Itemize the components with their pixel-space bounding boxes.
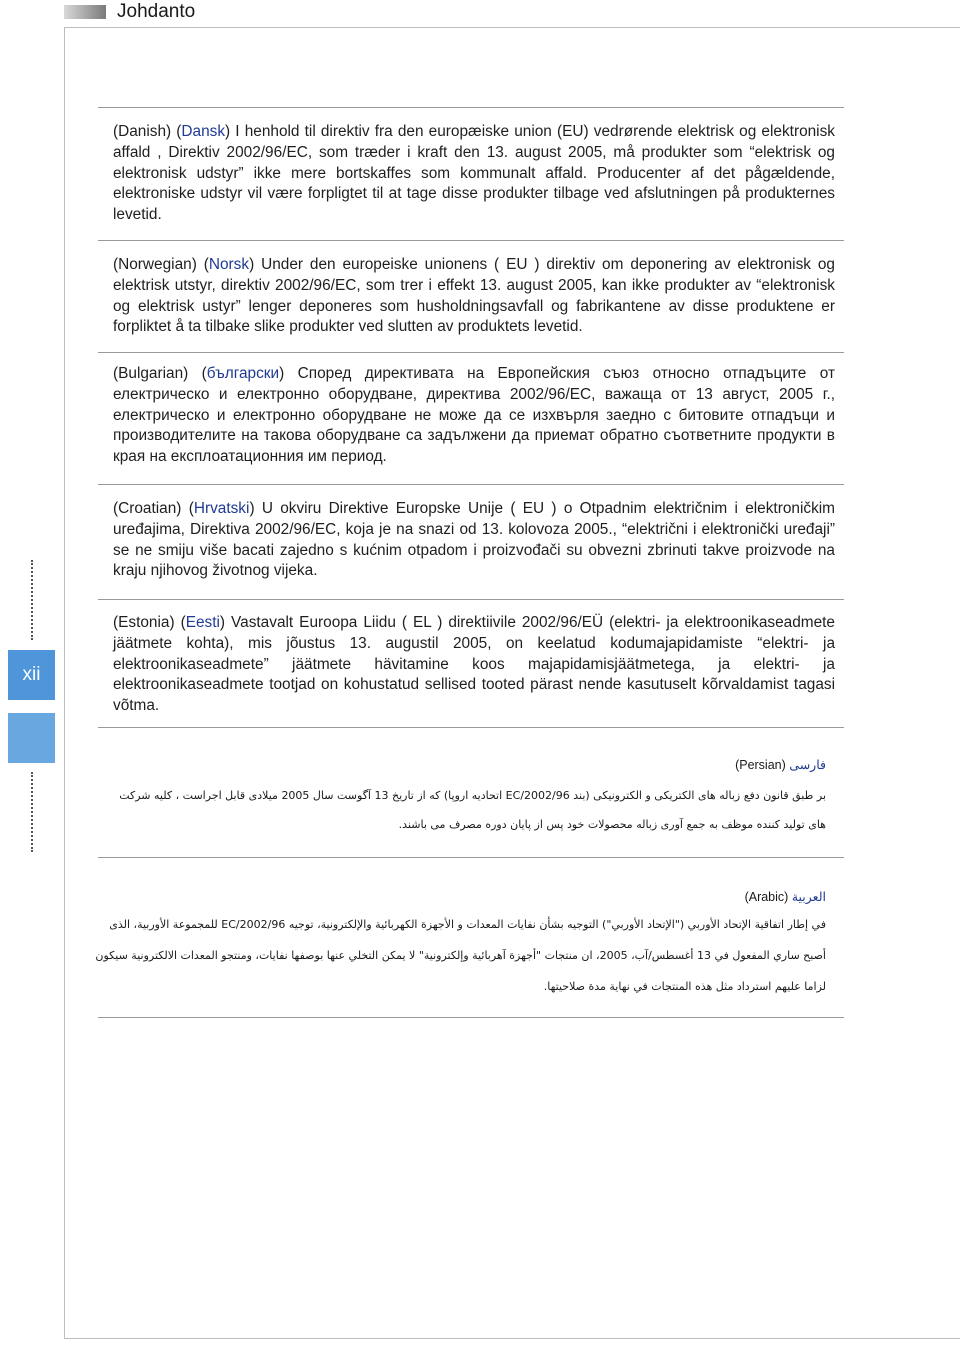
margin-dotted-line-bottom [31,772,33,852]
estonian-native-name: Eesti [185,614,220,631]
divider [98,352,844,353]
estonian-body: ) Vastavalt Euroopa Liidu ( EL ) direktiivile 2002/96/EÜ (elektri- ja elektroonikaseadmete jäätmete kohta), mis jõustus 13. augustil 2005, on keelatud kodumajapidamiste “elektri- ja elektroonikaseadmete” jäätmete hävitamine koos majapidamisjäätmetega, ja elektri- ja elektroonikaseadmete tootjad on kohustatud sellised tooted pärast nende kasutuselt kõrvaldamist tagasi võtma. [113,614,835,715]
frame-bottom-line [64,1338,960,1339]
persian-line-2: های تولید کننده موظف به جمع آوری زباله محصولات خود پس از پایان دوره مصرف می باشند. [398,818,826,831]
croatian-native-name: Hrvatski [193,500,250,517]
norwegian-prefix: (Norwegian) ( [113,256,209,273]
arabic-heading [110,889,826,904]
persian-heading [110,757,826,772]
page-tab-decoration [8,713,55,763]
divider [98,1017,844,1018]
divider [98,484,844,485]
arabic-native-name: العربية [791,890,826,904]
croatian-prefix: (Croatian) ( [113,500,194,517]
frame-top-line [64,27,960,28]
arabic-label: (Arabic) [744,890,789,904]
divider [98,240,844,241]
croatian-body: ) U okviru Direktive Europske Unije ( EU ) o Otpadnim električnim i elektroničkim uređajima, Direktiva 2002/96/EC, koja je na snazi od 13. kolovoza 2005., “električni i elektronički uređaji” se ne smiju više bacati zajedno s kućnim otpadom i proizvođači su obvezni zbrinuti takve proizvode na kraju njihovog životnog vijeka. [113,500,836,580]
norwegian-paragraph [113,255,835,338]
page-number: xii [22,664,41,685]
danish-body: ) I henhold til direktiv fra den europæiske union (EU) vedrørende elektrisk og elektronisk affald , Direktiv 2002/96/EC, som træder i kraft den 13. august 2005, må produkter som “elektrisk og elektronisk udstyr” ikke mere bortskaffes som kommunalt affald. Producenter af det pågældende, elektroniske udstyr vil være forpligtet til at tage disse produkter tilbage ved afslutningen på produkternes levetid. [113,123,835,224]
frame-left-line [64,27,65,1339]
estonian-paragraph [113,613,835,717]
arabic-line-3: لزاما عليهم استرداد مثل هذه المنتجات في نهاية مدة صلاحيتها. [543,980,826,993]
persian-line-1: بر طبق قانون دفع زباله های الکتریکی و الکترونیکی (بند 2002/96/EC اتحادیه اروپا) که از تاریخ 13 آگوست سال 2005 میلادی قابل اجراست ، کلیه شرکت [119,789,826,802]
bulgarian-native-name: български [206,365,280,382]
margin-dotted-line-top [31,560,33,640]
croatian-paragraph [113,499,835,582]
divider [98,857,844,858]
persian-label: (Persian) [735,758,786,772]
arabic-line-1: في إطار اتفاقية الإتحاد الأوربي ("الإتحاد الأوربي") التوجيه بشأن نفايات المعدات و الأجهزة الكهربائية والإلكترونية، توجيه 2002/96/EC للمجموعة الأوربية، الذى [109,918,826,931]
bulgarian-prefix: (Bulgarian) ( [113,365,207,382]
divider [98,727,844,728]
danish-native-name: Dansk [181,123,226,140]
danish-prefix: (Danish) ( [113,123,182,140]
persian-native-name: فارسی [789,758,826,772]
norwegian-body: ) Under den europeiske unionens ( EU ) direktiv om deponering av elektronisk og elektrisk utstyr, direktiv 2002/96/EC, som trer i effekt 13. august 2005, kan ikke produkter av “elektronisk og elektrisk ustyr” lenger deponeres som husholdningsavfall og fabrikantene av disse produktene er forpliktet å ta tilbake slike produkter ved slutten av produktets levetid. [113,256,835,336]
danish-paragraph [113,122,835,226]
divider [98,107,844,108]
divider [98,599,844,600]
header-bar [64,5,106,19]
norwegian-native-name: Norsk [208,256,250,273]
estonian-prefix: (Estonia) ( [113,614,186,631]
page-header-title: Johdanto [117,1,196,22]
arabic-line-2: أصبح ساري المفعول في 13 أغسطس/آب، 2005، ان منتجات "أجهزة آهربائية وإلكترونية" لا يمكن التخلي عنها بوصفها نفايات، ومنتجو المعدات الالكترونية سيكون [95,949,826,962]
bulgarian-body: ) Според директивата на Европейския съюз относно отпадъците от електрическо и електронно оборудване, директива 2002/96/EC, важаща от 13 август, 2005 г., електрическо и електронно оборудване не може да се изхвърля заедно с битовите отпадъци и производителите на такова оборудване са задължени да приемат обратно съответните продукти в края на експлоатационния им период. [113,365,835,466]
page-number-tab [8,650,55,700]
bulgarian-paragraph [113,364,835,468]
